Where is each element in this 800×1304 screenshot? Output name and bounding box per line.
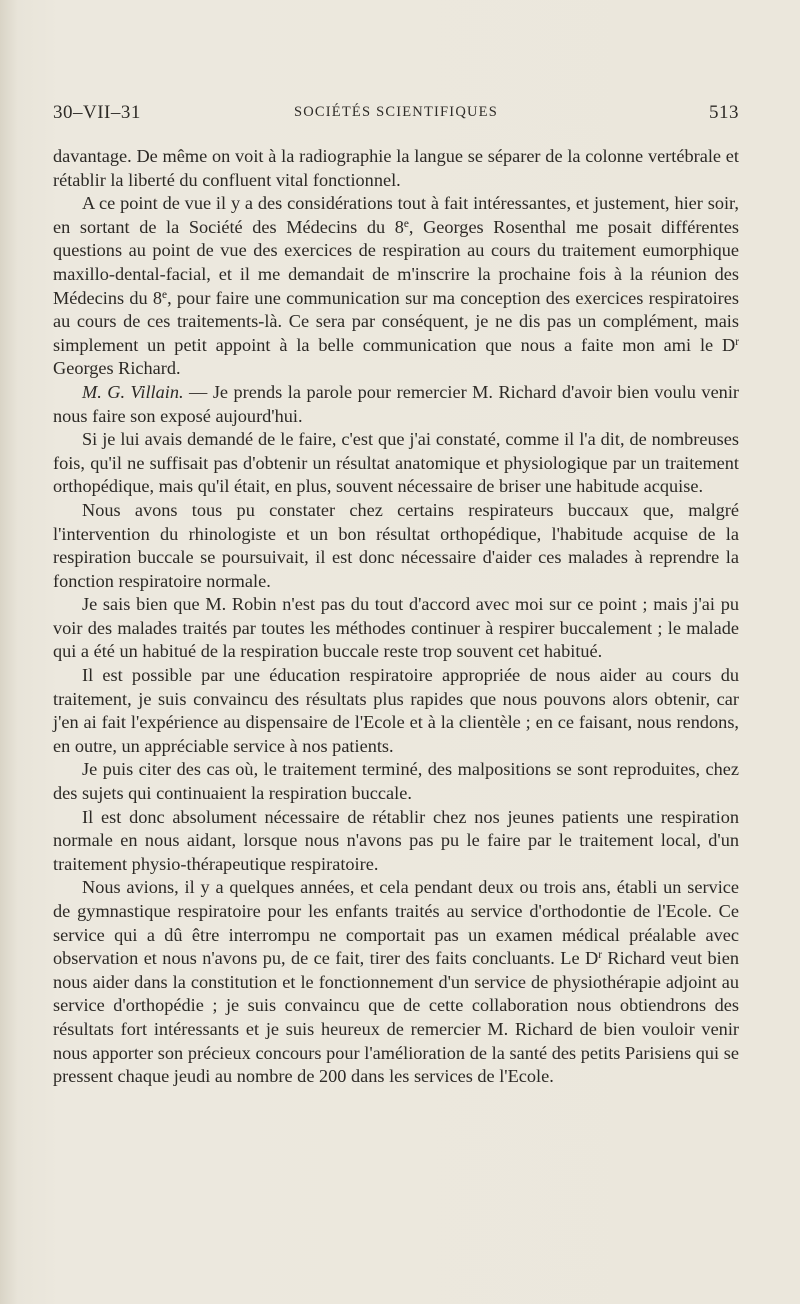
paragraph-10-text-b: Richard veut bien nous aider dans la constitution et le fonctionnement d'un service de physiothérapie adjoint au service d'orthopédie ; je suis convaincu que de cette collaboration nous obtiendrons des résultats fort intéressants et je suis heureux de remercier M. Richard de bien vouloir venir nous apporter son précieux concours pour l'amélioration de la santé des petits Parisiens qui se pressent chaque jeudi au nombre de 200 dans les services de l'Ecole. [53,948,740,1087]
paragraph-8 [53,758,739,805]
paragraph-7-text: Il est possible par une éducation respiratoire appropriée de nous aider au cours du traitement, je suis convaincu des résultats plus rapides que nous pouvons alors obtenir, car j'en ai fait l'expérience au dispensaire de l'Ecole et à la clientèle ; en ce faisant, nous rendons, en outre, un appréciable service à nos patients. [53,665,739,756]
paragraph-8-text: Je puis citer des cas où, le traitement terminé, des malpositions se sont reproduites, chez des sujets qui continuaient la respiration buccale. [53,759,739,804]
paragraph-10 [53,876,739,1088]
paragraph-1-text: davantage. De même on voit à la radiographie la langue se séparer de la colonne vertébrale et rétablir la liberté du confluent vital fonctionnel. [53,146,739,190]
paragraph-9 [53,806,739,877]
paragraph-7 [53,664,739,758]
paragraph-6 [53,593,739,664]
ordinal-superscript: e [162,288,168,301]
paragraph-3-text: — Je prends la parole pour remercier M. Richard d'avoir bien voulu venir nous faire son exposé aujourd'hui. [53,381,739,426]
running-header [53,102,739,126]
doctor-superscript: r [735,335,739,348]
page-number: 513 [709,102,739,123]
paragraph-4 [53,428,739,499]
paragraph-10-text-a: Nous avions, il y a quelques années, et cela pendant deux ou trois ans, établi un service de gymnastique respiratoire pour les enfants traités au service d'orthodontie de l'Ecole. Ce service qui a dû être interrompu ne comportait pas un examen médical préalable avec observation et nous n'avons pu, de ce fait, tirer des faits concluants. Le D [53,877,739,969]
doctor-superscript: r [598,948,602,961]
paragraph-4-text: Si je lui avais demandé de le faire, c'est que j'ai constaté, comme il l'a dit, de nombreuses fois, qu'il ne suffisait pas d'obtenir un résultat anatomique et physiologique par un traitement orthopédique, mais qu'il était, en plus, souvent nécessaire de briser une habitude acquise. [53,429,739,497]
paragraph-5-text: Nous avons tous pu constater chez certains respirateurs buccaux que, malgré l'intervention du rhinologiste et un bon résultat orthopédique, l'habitude acquise de la respiration buccale se poursuivait, il est donc nécessaire d'aider ces malades à reprendre la fonction respiratoire normale. [53,499,739,591]
header-section-title: SOCIÉTÉS SCIENTIFIQUES [293,104,499,120]
paragraph-2-text-c: , pour faire une communication sur ma conception des exercices respiratoires au cours de ces traitements-là. Ce sera par conséquent, je ne dis pas un complément, mais simplement un petit appoint à la belle communication que nous a faite mon ami le D [53,287,739,355]
paragraph-9-text: Il est donc absolument nécessaire de rétablir chez nos jeunes patients une respiration normale en nous aidant, lorsque nous n'avons pas pu le faire par le traitement local, d'un traitement physio-thérapeutique respiratoire. [53,806,739,874]
ordinal-superscript: e [403,217,409,230]
paragraph-2-text-b: , Georges Rosenthal me posait différentes questions au point de vue des exercices de respiration au cours du traitement eumorphique maxillo-dental-facial, et il me demandait de m'inscrire la prochaine fois à la réunion des Médecins du 8 [53,216,739,308]
paragraph-6-text: Je sais bien que M. Robin n'est pas du tout d'accord avec moi sur ce point ; mais j'ai pu voir des malades traités par toutes les méthodes continuer à respirer buccalement ; le malade qui a été un habitué de la respiration buccale reste trop souvent cet habitué. [53,594,739,662]
paragraph-2 [53,192,739,381]
paragraph-5 [53,499,739,593]
paragraph-3 [53,381,739,428]
header-date: 30–VII–31 [53,102,141,123]
paragraph-2-text-a: A ce point de vue il y a des considérations tout à fait intéressantes, et justement, hier soir, en sortant de la Société des Médecins du 8 [53,193,739,237]
body-text [53,145,739,1089]
speaker-name: M. G. Villain. [82,381,184,402]
paragraph-2-text-d: Georges Richard. [53,358,181,379]
paragraph-1 [53,145,739,192]
